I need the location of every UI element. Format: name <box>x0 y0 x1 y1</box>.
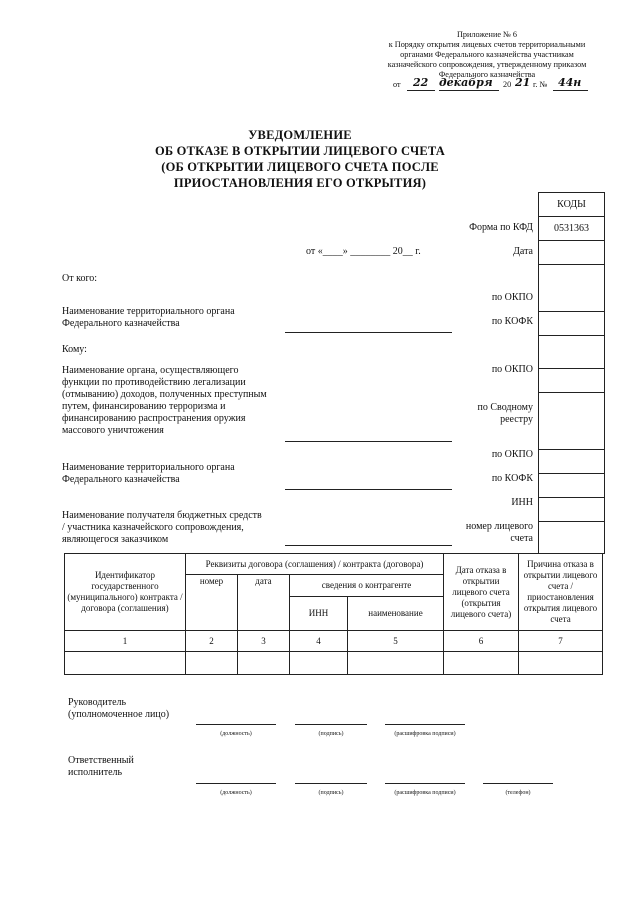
document-title <box>140 127 460 191</box>
codes-header: КОДЫ <box>539 193 605 217</box>
label-line: Федерального казначейства <box>62 318 180 329</box>
fill-line <box>285 489 452 490</box>
table-cell <box>238 652 290 675</box>
table-cell <box>348 652 444 675</box>
decoding-caption: (расшифровка подписи) <box>394 731 456 737</box>
signature-line <box>295 724 367 725</box>
label-line: финансированию распространения оружия <box>62 413 246 424</box>
decoding-caption: (расшифровка подписи) <box>394 790 456 796</box>
title-line: ОБ ОТКАЗЕ В ОТКРЫТИИ ЛИЦЕВОГО СЧЕТА <box>154 144 446 158</box>
svod-line: по Сводному <box>477 402 533 413</box>
code-cell <box>539 312 605 336</box>
order-year-suffix: 21 <box>515 76 531 89</box>
kofk-label: по КОФК <box>491 316 533 327</box>
code-cell <box>539 336 605 369</box>
appendix-line: казначейского сопровождения, утвержденному приказом <box>387 60 587 69</box>
underline <box>439 90 499 91</box>
order-prefix: от <box>393 80 401 89</box>
underline <box>553 90 588 91</box>
col-refusal-date-header: Дата отказа в открытии лицевого счета (открытия лицевого счета) <box>444 554 519 631</box>
title-line: ПРИОСТАНОВЛЕНИЯ ЕГО ОТКРЫТИЯ) <box>173 176 427 190</box>
to-tofk-label <box>62 462 235 486</box>
signature-line <box>295 783 367 784</box>
order-number: 44н <box>558 76 582 89</box>
form-kfd-label: Форма по КФД <box>469 222 533 233</box>
col-number-header: номер <box>186 575 238 631</box>
code-cell <box>539 498 605 522</box>
position-line <box>196 783 276 784</box>
signature-caption: (подпись) <box>318 790 344 796</box>
label-line: (уполномоченное лицо) <box>68 709 170 720</box>
underline <box>407 90 435 91</box>
position-line <box>196 724 276 725</box>
account-line: счета <box>510 533 533 544</box>
col-reason-header: Причина отказа в открытии лицевого счета / приостановления открытия лицевого счета <box>519 554 603 631</box>
codes-table <box>538 192 605 554</box>
label-line: / участника казначейского сопровождения, <box>62 522 244 533</box>
title-line: (ОБ ОТКРЫТИИ ЛИЦЕВОГО СЧЕТА ПОСЛЕ <box>161 160 439 174</box>
from-name-label <box>62 306 235 330</box>
code-cell <box>539 474 605 498</box>
col-number: 2 <box>186 631 238 652</box>
to-label: Кому: <box>62 344 87 355</box>
signature-caption: (подпись) <box>318 731 344 737</box>
label-line: Наименование органа, осуществляющего <box>62 365 239 376</box>
label-line: (отмыванию) доходов, полученных преступным <box>62 389 267 400</box>
position-caption: (должность) <box>220 731 252 737</box>
table-cell <box>186 652 238 675</box>
appendix-block <box>372 30 602 80</box>
kofk-label: по КОФК <box>491 473 533 484</box>
col-group-header: Реквизиты договора (соглашения) / контракта (договора) <box>186 554 444 575</box>
table-cell <box>290 652 348 675</box>
col-number: 4 <box>290 631 348 652</box>
col-identifier-header: Идентификатор государственного (муниципального) контракта / договора (соглашения) <box>65 554 186 631</box>
code-cell <box>539 450 605 474</box>
appendix-line: Федерального казначейства <box>438 70 536 79</box>
order-reference <box>393 78 593 92</box>
appendix-line: Приложение № 6 <box>457 30 517 39</box>
col-number: 3 <box>238 631 290 652</box>
svod-line: реестру <box>500 414 533 425</box>
head-label <box>68 697 169 721</box>
label-line: массового уничтожения <box>62 425 164 436</box>
label-line: Наименование территориального органа <box>62 306 235 317</box>
appendix-line: к Порядку открытия лицевых счетов территориальными <box>388 40 586 49</box>
order-g: г. № <box>533 80 548 89</box>
order-day: 22 <box>413 76 429 89</box>
col-name-header: наименование <box>348 597 444 631</box>
order-year-prefix: 20 <box>503 80 512 89</box>
inn-label: ИНН <box>511 497 533 508</box>
label-line: Федерального казначейства <box>62 474 180 485</box>
col-inn-header: ИНН <box>290 597 348 631</box>
executor-label <box>68 755 134 779</box>
account-number-label <box>466 521 533 545</box>
details-table <box>64 553 603 675</box>
okpo-label: по ОКПО <box>491 364 533 375</box>
col-number: 7 <box>519 631 603 652</box>
label-line: путем, финансированию терроризма и <box>62 401 226 412</box>
form-code-cell: 0531363 <box>539 217 605 241</box>
order-month: декабря <box>439 76 493 89</box>
label-line: функции по противодействию легализации <box>62 377 246 388</box>
decoding-line <box>385 724 465 725</box>
recipient-label <box>62 510 262 546</box>
label-line: Наименование получателя бюджетных средств <box>62 510 262 521</box>
table-cell <box>65 652 186 675</box>
date-line: от «____» ________ 20__ г. <box>306 246 421 257</box>
col-number: 1 <box>65 631 186 652</box>
phone-line <box>483 783 553 784</box>
fill-line <box>285 545 452 546</box>
decoding-line <box>385 783 465 784</box>
date-code-cell <box>539 241 605 265</box>
from-label: От кого: <box>62 273 98 284</box>
code-cell <box>539 265 605 312</box>
fill-line <box>285 441 452 442</box>
date-label: Дата <box>513 246 533 257</box>
col-number: 5 <box>348 631 444 652</box>
account-line: номер лицевого <box>465 521 533 532</box>
position-caption: (должность) <box>220 790 252 796</box>
label-line: являющегося заказчиком <box>62 534 169 545</box>
table-cell <box>519 652 603 675</box>
code-cell <box>539 369 605 393</box>
title-line: УВЕДОМЛЕНИЕ <box>248 128 352 142</box>
code-cell <box>539 393 605 450</box>
appendix-line: органами Федерального казначейства участникам <box>400 50 574 59</box>
label-line: Ответственный <box>68 755 134 766</box>
to-org-label <box>62 365 267 437</box>
phone-caption: (телефон) <box>505 790 531 796</box>
svod-label <box>478 402 533 426</box>
label-line: исполнитель <box>68 767 123 778</box>
code-cell <box>539 522 605 554</box>
col-date-header: дата <box>238 575 290 631</box>
col-number: 6 <box>444 631 519 652</box>
okpo-label: по ОКПО <box>491 449 533 460</box>
table-cell <box>444 652 519 675</box>
okpo-label: по ОКПО <box>491 292 533 303</box>
fill-line <box>285 332 452 333</box>
col-counterparty-header: сведения о контрагенте <box>290 575 444 597</box>
label-line: Наименование территориального органа <box>62 462 235 473</box>
label-line: Руководитель <box>68 697 127 708</box>
